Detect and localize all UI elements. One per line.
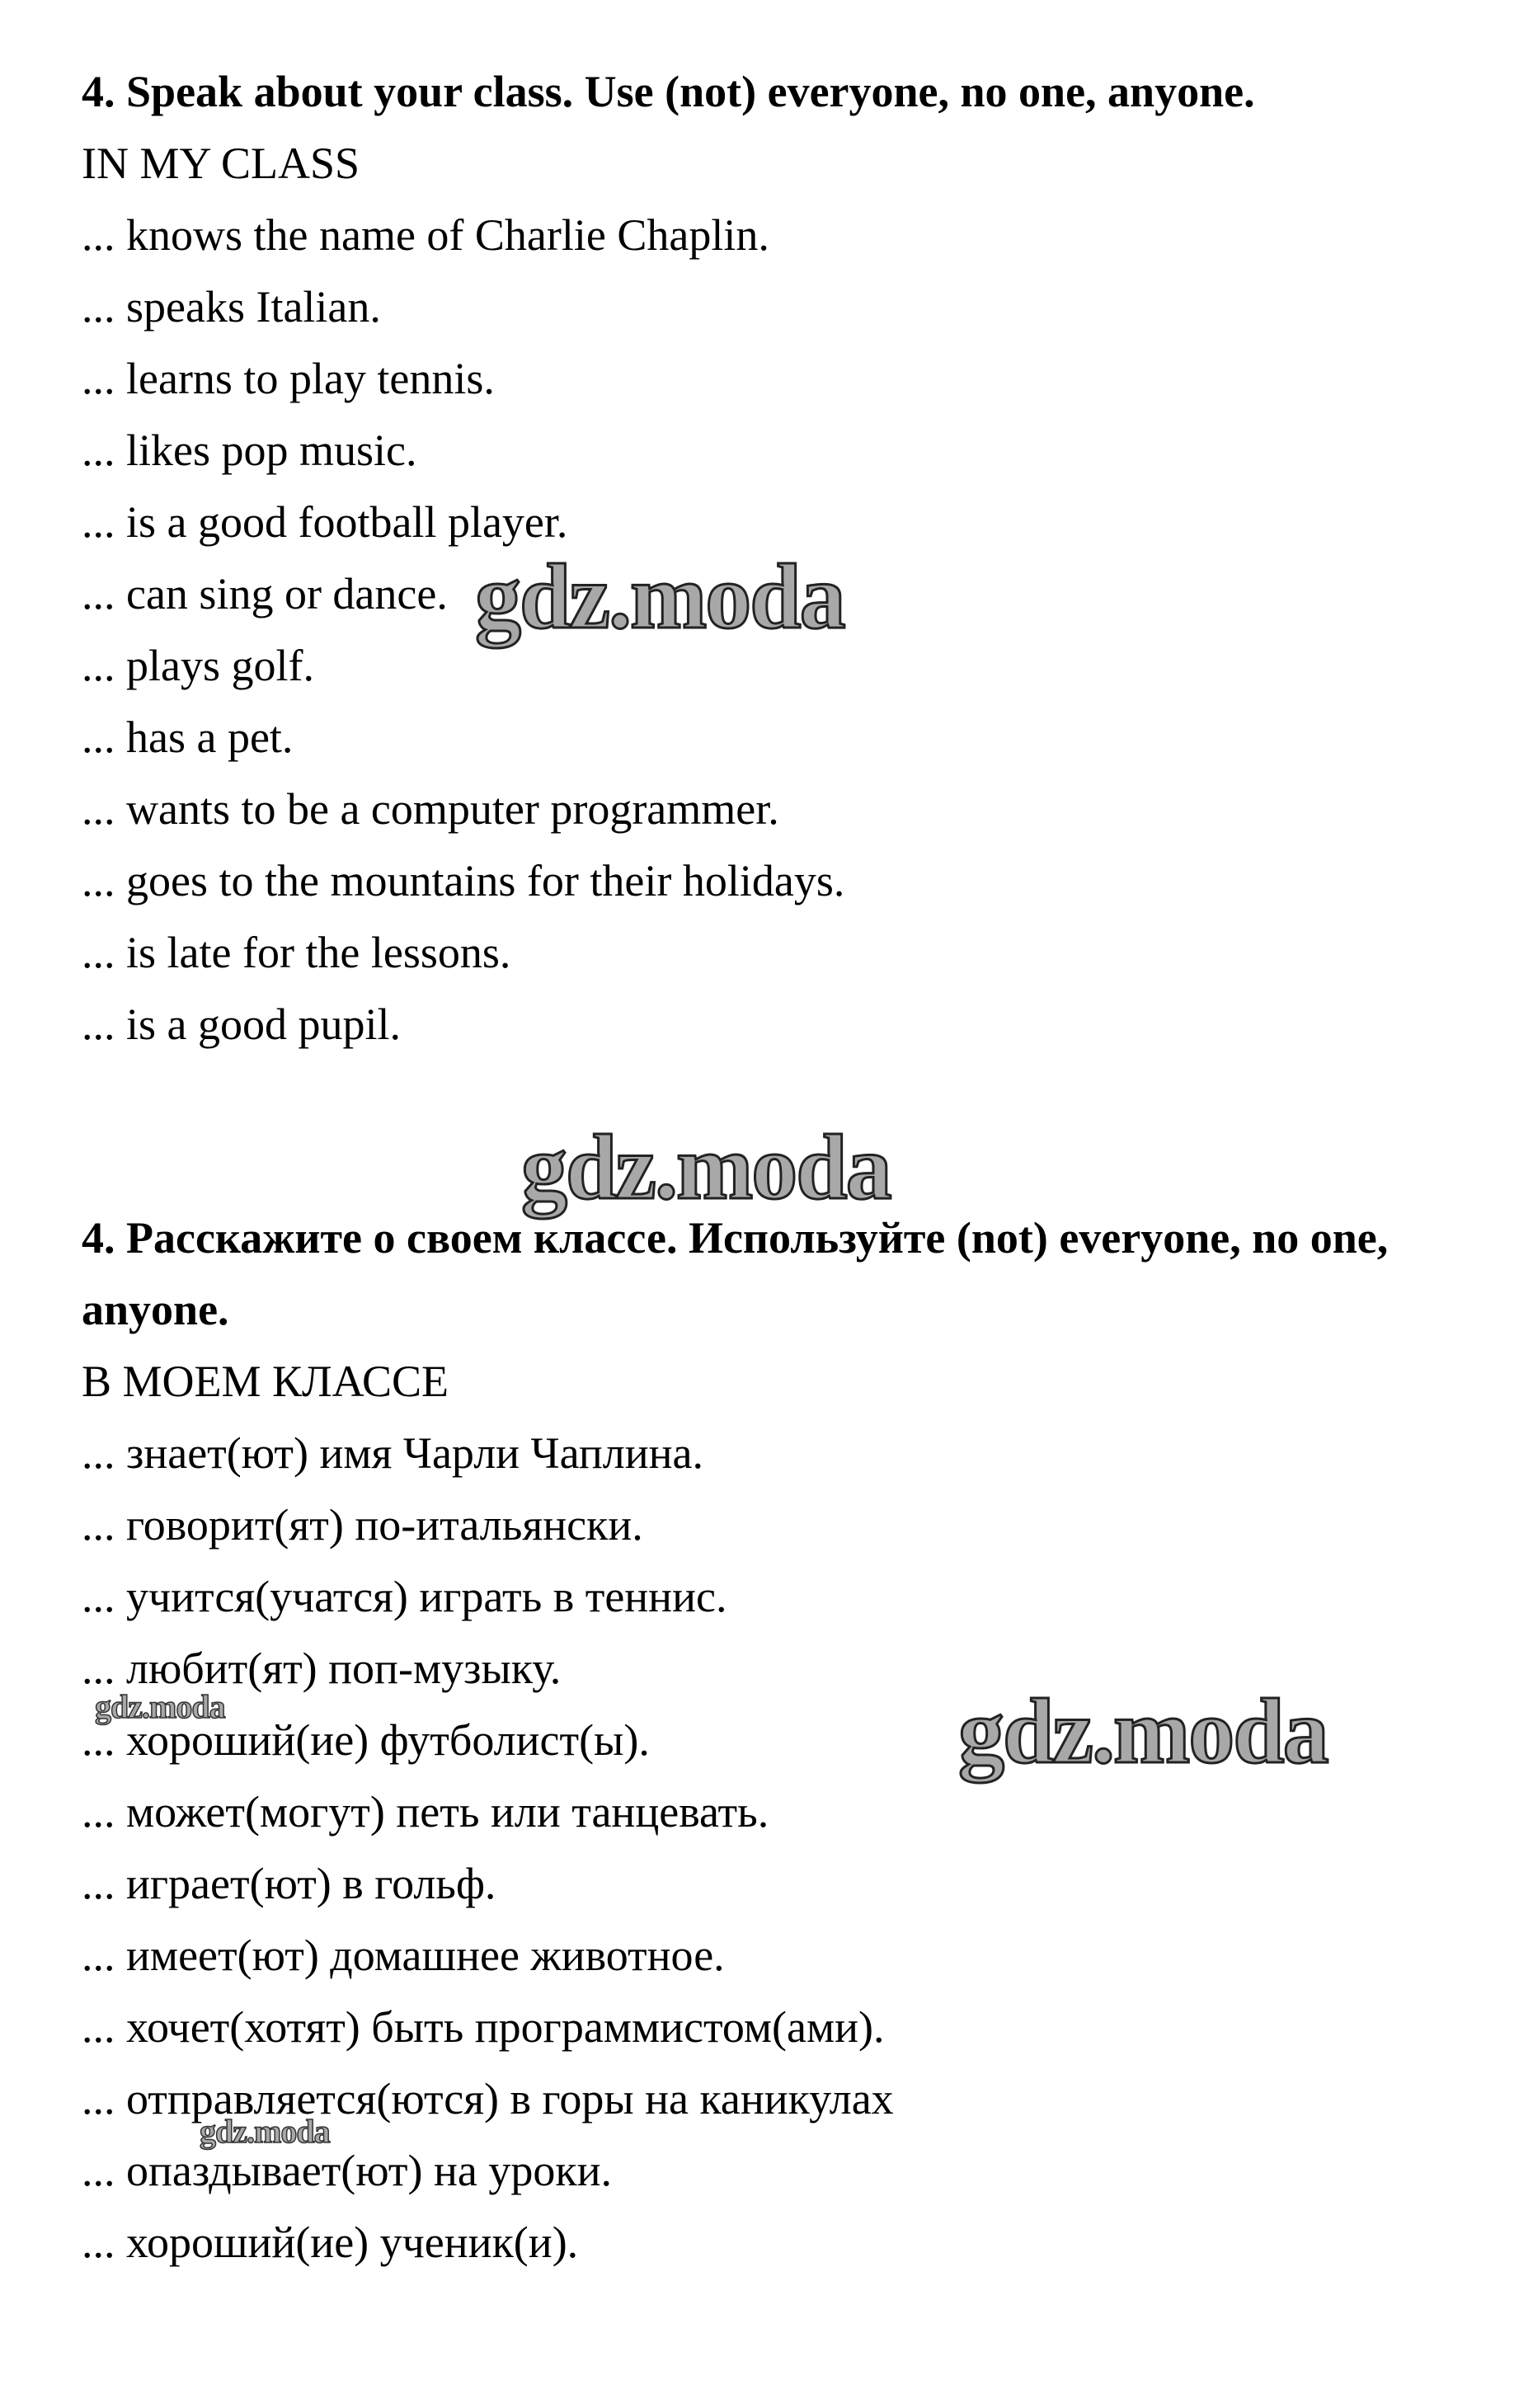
watermark: gdz.moda <box>521 1117 891 1219</box>
list-item: ... speaks Italian. <box>82 282 381 332</box>
list-item: ... хороший(ие) футболист(ы). <box>82 1715 650 1765</box>
list-item: ... хороший(ие) ученик(и). <box>82 2218 579 2267</box>
list-item: ... отправляется(ются) в горы на каникулах <box>82 2074 894 2123</box>
list-item: ... likes pop music. <box>82 426 417 475</box>
watermark: gdz.moda <box>200 2113 330 2150</box>
list-item: ... is a good football player. <box>82 497 568 547</box>
exercise-title: 4. Speak about your class. Use (not) everyone, no one, anyone. <box>82 67 1255 116</box>
list-item: ... играет(ют) в гольф. <box>82 1859 496 1908</box>
list-item: ... learns to play tennis. <box>82 354 495 403</box>
watermark: gdz.moda <box>95 1688 225 1725</box>
list-item: ... can sing or dance. <box>82 569 448 618</box>
list-item: ... может(могут) петь или танцевать. <box>82 1787 769 1837</box>
list-item: ... опаздывает(ют) на уроки. <box>82 2146 612 2195</box>
watermark: gdz.moda <box>475 546 844 648</box>
list-item: ... wants to be a computer programmer. <box>82 784 779 834</box>
section-heading: В МОЕМ КЛАССЕ <box>82 1357 449 1406</box>
section-heading: IN MY CLASS <box>82 139 360 188</box>
list-item: ... учится(учатся) играть в теннис. <box>82 1572 727 1621</box>
list-item: ... имеет(ют) домашнее животное. <box>82 1931 725 1980</box>
list-item: ... plays golf. <box>82 641 314 690</box>
list-item: ... is a good pupil. <box>82 999 401 1049</box>
list-item: ... хочет(хотят) быть программистом(ами). <box>82 2002 885 2052</box>
list-item: ... говорит(ят) по-итальянски. <box>82 1500 643 1550</box>
list-item: ... knows the name of Charlie Chaplin. <box>82 210 769 260</box>
list-item: ... goes to the mountains for their holidays. <box>82 856 845 905</box>
exercise-title: 4. Расскажите о своем классе. Используйте (not) everyone, no one, anyone. <box>82 1213 1389 1334</box>
list-item: ... is late for the lessons. <box>82 928 511 977</box>
list-item: ... любит(ят) поп-музыку. <box>82 1644 562 1693</box>
list-item: ... знает(ют) имя Чарли Чаплина. <box>82 1428 704 1478</box>
list-item: ... has a pet. <box>82 713 294 762</box>
watermark: gdz.moda <box>958 1681 1328 1783</box>
